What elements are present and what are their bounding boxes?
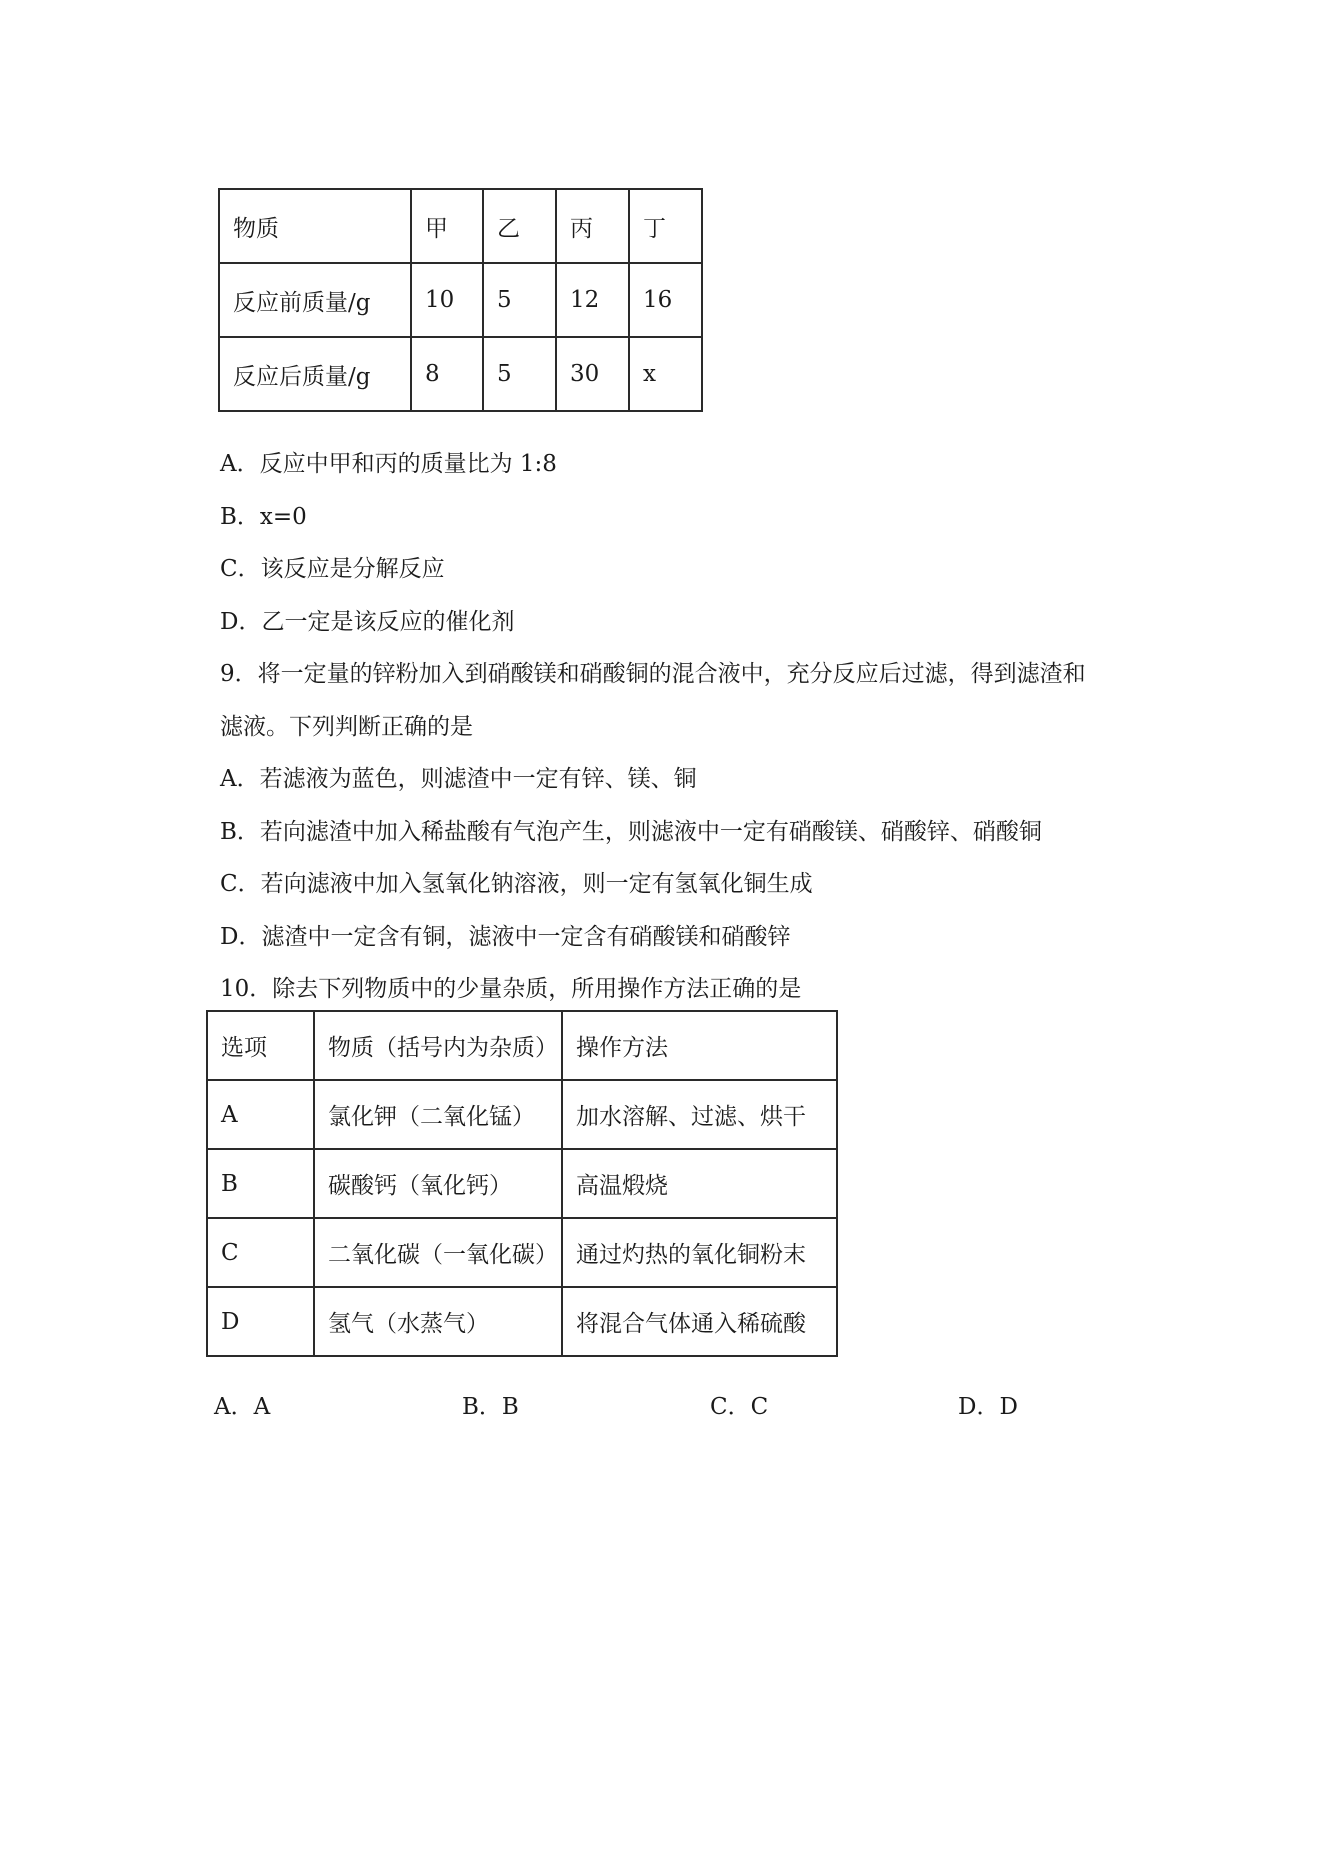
table-cell: 二氧化碳（一氧化碳）: [314, 1218, 562, 1287]
table-row: [207, 1149, 837, 1218]
q9-option-b: B．若向滤渣中加入稀盐酸有气泡产生，则滤液中一定有硝酸镁、硝酸锌、硝酸铜: [220, 819, 1042, 845]
q10-stem: 10．除去下列物质中的少量杂质，所用操作方法正确的是: [220, 976, 802, 1002]
table-cell: 5: [483, 263, 556, 337]
table-cell: B: [207, 1149, 314, 1218]
q9-option-a: A．若滤液为蓝色，则滤渣中一定有锌、镁、铜: [220, 766, 697, 792]
table-cell: 加水溶解、过滤、烘干: [562, 1080, 837, 1149]
table-cell: 5: [483, 337, 556, 411]
table-row: [207, 1218, 837, 1287]
q10-answer-a: A．A: [214, 1394, 271, 1420]
table-cell: A: [207, 1080, 314, 1149]
table-cell: 丁: [629, 189, 702, 263]
q9-stem-line-1: 9．将一定量的锌粉加入到硝酸镁和硝酸铜的混合液中，充分反应后过滤，得到滤渣和: [220, 661, 1086, 687]
table-cell: 氢气（水蒸气）: [314, 1287, 562, 1356]
table-cell: 操作方法: [562, 1011, 837, 1080]
table-cell: 10: [411, 263, 483, 337]
table-header-row: [219, 189, 702, 263]
table-cell: 丙: [556, 189, 629, 263]
table-cell: 30: [556, 337, 629, 411]
table-cell: x: [629, 337, 702, 411]
table-row: [219, 263, 702, 337]
table-row: [219, 337, 702, 411]
table-cell: C: [207, 1218, 314, 1287]
q8-option-d: D．乙一定是该反应的催化剂: [220, 609, 515, 635]
table-cell: 氯化钾（二氧化锰）: [314, 1080, 562, 1149]
table-row: [207, 1080, 837, 1149]
q9-option-d: D．滤渣中一定含有铜，滤液中一定含有硝酸镁和硝酸锌: [220, 924, 791, 950]
table-cell: 反应后质量/g: [219, 337, 411, 411]
q9-option-c: C．若向滤液中加入氢氧化钠溶液，则一定有氢氧化铜生成: [220, 871, 813, 897]
q10-answer-b: B．B: [462, 1394, 519, 1420]
table-cell: 反应前质量/g: [219, 263, 411, 337]
table-cell: 将混合气体通入稀硫酸: [562, 1287, 837, 1356]
table-cell: 碳酸钙（氧化钙）: [314, 1149, 562, 1218]
q10-answer-d: D．D: [958, 1394, 1018, 1420]
q10-answer-c: C．C: [710, 1394, 769, 1420]
table-cell: 物质（括号内为杂质）: [314, 1011, 562, 1080]
table-cell: 乙: [483, 189, 556, 263]
table-cell: D: [207, 1287, 314, 1356]
table-cell: 16: [629, 263, 702, 337]
table-cell: 8: [411, 337, 483, 411]
table-cell: 甲: [411, 189, 483, 263]
q8-option-b: B．x=0: [220, 504, 307, 530]
impurity-removal-table: [206, 1010, 838, 1357]
q9-stem-line-2: 滤液。下列判断正确的是: [220, 714, 473, 740]
table-cell: 物质: [219, 189, 411, 263]
table-cell: 高温煅烧: [562, 1149, 837, 1218]
mass-data-table: [218, 188, 703, 412]
table-row: [207, 1287, 837, 1356]
table-cell: 选项: [207, 1011, 314, 1080]
q8-option-a: A．反应中甲和丙的质量比为 1:8: [220, 451, 557, 477]
q8-option-c: C．该反应是分解反应: [220, 556, 445, 582]
table-header-row: [207, 1011, 837, 1080]
table-cell: 通过灼热的氧化铜粉末: [562, 1218, 837, 1287]
table-cell: 12: [556, 263, 629, 337]
